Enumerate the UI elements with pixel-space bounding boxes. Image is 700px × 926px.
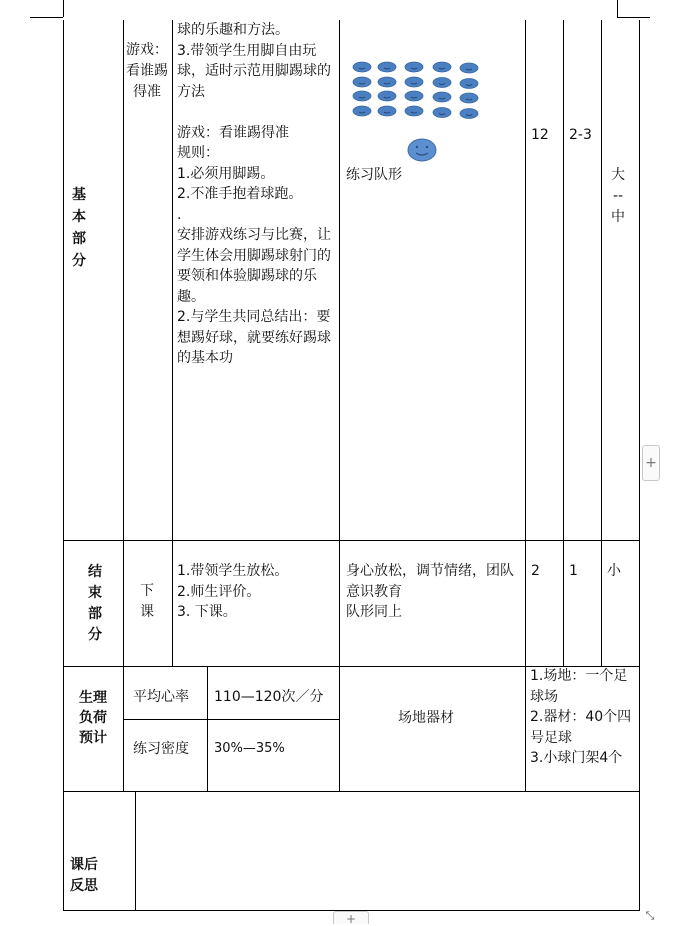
teaching-paragraph: 安排游戏练习与比赛，让学生体会用脚踢球射门的要领和体验脚踢球的乐趣。 — [177, 227, 331, 305]
load-label-line: 生理 — [79, 690, 107, 706]
plus-icon: + — [345, 912, 357, 926]
teaching-paragraph: 3.带领学生用脚自由玩球，适时示范用脚踢球的方法 — [177, 42, 331, 100]
teacher-icon — [408, 139, 436, 161]
intensity-basic — [603, 165, 633, 228]
col-line — [123, 666, 124, 791]
student-icon — [405, 77, 423, 87]
equipment-item: 3.小球门架4个 — [530, 750, 623, 766]
content-label-ending: 下课 — [140, 583, 154, 620]
margin-mark — [30, 17, 63, 18]
teaching-paragraph: 1.带领学生放松。 — [177, 563, 289, 579]
section-label-char: 部 — [72, 231, 86, 247]
teaching-paragraph: 游戏：看谁踢得准 — [177, 124, 289, 141]
section-label-char: 部 — [88, 606, 102, 622]
goal-paragraph: 队形同上 — [346, 604, 402, 620]
intensity-ending: 小 — [607, 563, 621, 579]
load-label-line: 预计 — [79, 730, 107, 746]
student-icon — [353, 77, 371, 87]
margin-mark — [63, 0, 64, 17]
student-icon — [433, 62, 451, 72]
content-label-basic: 游戏：看谁踢得准 — [126, 42, 168, 100]
time-basic: 12 — [531, 127, 549, 143]
count-ending: 1 — [569, 563, 578, 579]
reflection-label-line: 课后 — [70, 857, 98, 873]
density-label: 练习密度 — [133, 741, 189, 757]
teaching-paragraph: 球的乐趣和方法。 — [177, 22, 289, 38]
margin-mark — [617, 0, 618, 17]
load-label-line: 负荷 — [79, 710, 107, 726]
heart-rate-label: 平均心率 — [133, 689, 189, 705]
intensity-part: 中 — [611, 209, 625, 225]
student-icon — [353, 106, 371, 116]
student-icon — [405, 91, 423, 101]
section-label-char: 分 — [72, 253, 86, 269]
student-icon — [405, 106, 423, 116]
load-label — [70, 688, 116, 748]
heart-rate-value: 110—120次／分 — [214, 689, 324, 705]
goal-text-ending — [346, 561, 521, 623]
student-icon — [460, 79, 478, 89]
teaching-text-basic — [177, 20, 335, 369]
row-line — [63, 540, 640, 541]
student-icon — [353, 91, 371, 101]
teaching-paragraph: 1.必须用脚踢。 — [177, 165, 275, 182]
col-line — [525, 20, 526, 791]
student-icon — [460, 63, 478, 73]
teaching-paragraph: 2.与学生共同总结出：要想踢好球，就要练好踢球的基本功 — [177, 309, 331, 366]
equipment-label: 场地器材 — [398, 710, 454, 726]
formation-diagram — [346, 56, 496, 166]
reflection-label — [70, 855, 110, 897]
section-label-char: 基 — [72, 187, 86, 203]
col-line — [207, 666, 208, 791]
section-label-char: 分 — [88, 627, 102, 643]
formation-label: 练习队形 — [346, 167, 402, 183]
resize-icon[interactable]: ⤡ — [645, 909, 655, 922]
row-line — [63, 791, 640, 792]
teaching-paragraph — [177, 102, 335, 123]
student-icon — [378, 77, 396, 87]
intensity-part: -- — [612, 188, 624, 204]
goal-paragraph: 身心放松，调节情绪，团队意识教育 — [346, 563, 514, 600]
table-border-left — [63, 20, 64, 911]
reflection-label-line: 反思 — [70, 878, 98, 894]
col-line — [172, 20, 173, 666]
add-column-button[interactable] — [642, 445, 660, 481]
section-label-char: 束 — [88, 585, 102, 601]
plus-icon: + — [645, 455, 657, 471]
intensity-part: 大 — [611, 167, 625, 183]
count-basic: 2-3 — [569, 127, 592, 143]
col-line — [135, 791, 136, 911]
student-icon — [378, 106, 396, 116]
equipment-item: 1.场地：一个足球场 — [530, 668, 628, 705]
col-line — [601, 20, 602, 666]
section-label-char: 结 — [88, 564, 102, 580]
student-icon — [433, 92, 451, 102]
teaching-paragraph: 2.不准手抱着球跑。 — [177, 186, 303, 202]
density-value: 30%—35% — [214, 741, 285, 756]
student-icon — [460, 93, 478, 103]
student-icon — [405, 62, 423, 72]
teaching-paragraph: 3. 下课。 — [177, 604, 237, 620]
section-label-char: 本 — [72, 209, 86, 225]
student-icon — [433, 78, 451, 88]
teaching-paragraph: 2.师生评价。 — [177, 583, 261, 600]
time-ending: 2 — [531, 563, 540, 579]
teaching-paragraph: . — [177, 206, 182, 223]
col-line — [339, 20, 340, 791]
student-icon — [460, 109, 478, 119]
student-icon — [378, 62, 396, 72]
teaching-paragraph: 规则： — [177, 145, 219, 161]
margin-mark — [617, 17, 650, 18]
table-border-right — [639, 20, 640, 911]
row-line — [123, 719, 339, 720]
add-row-button[interactable] — [333, 911, 369, 924]
student-icon — [353, 62, 371, 72]
equipment-list — [530, 666, 636, 769]
section-label-ending — [80, 562, 110, 646]
equipment-item: 2.器材：40个四号足球 — [530, 709, 632, 746]
col-line — [123, 20, 124, 666]
student-icon — [378, 91, 396, 101]
teaching-text-ending — [177, 561, 335, 623]
section-label-basic — [64, 184, 94, 272]
student-icon — [433, 108, 451, 118]
col-line — [563, 20, 564, 666]
